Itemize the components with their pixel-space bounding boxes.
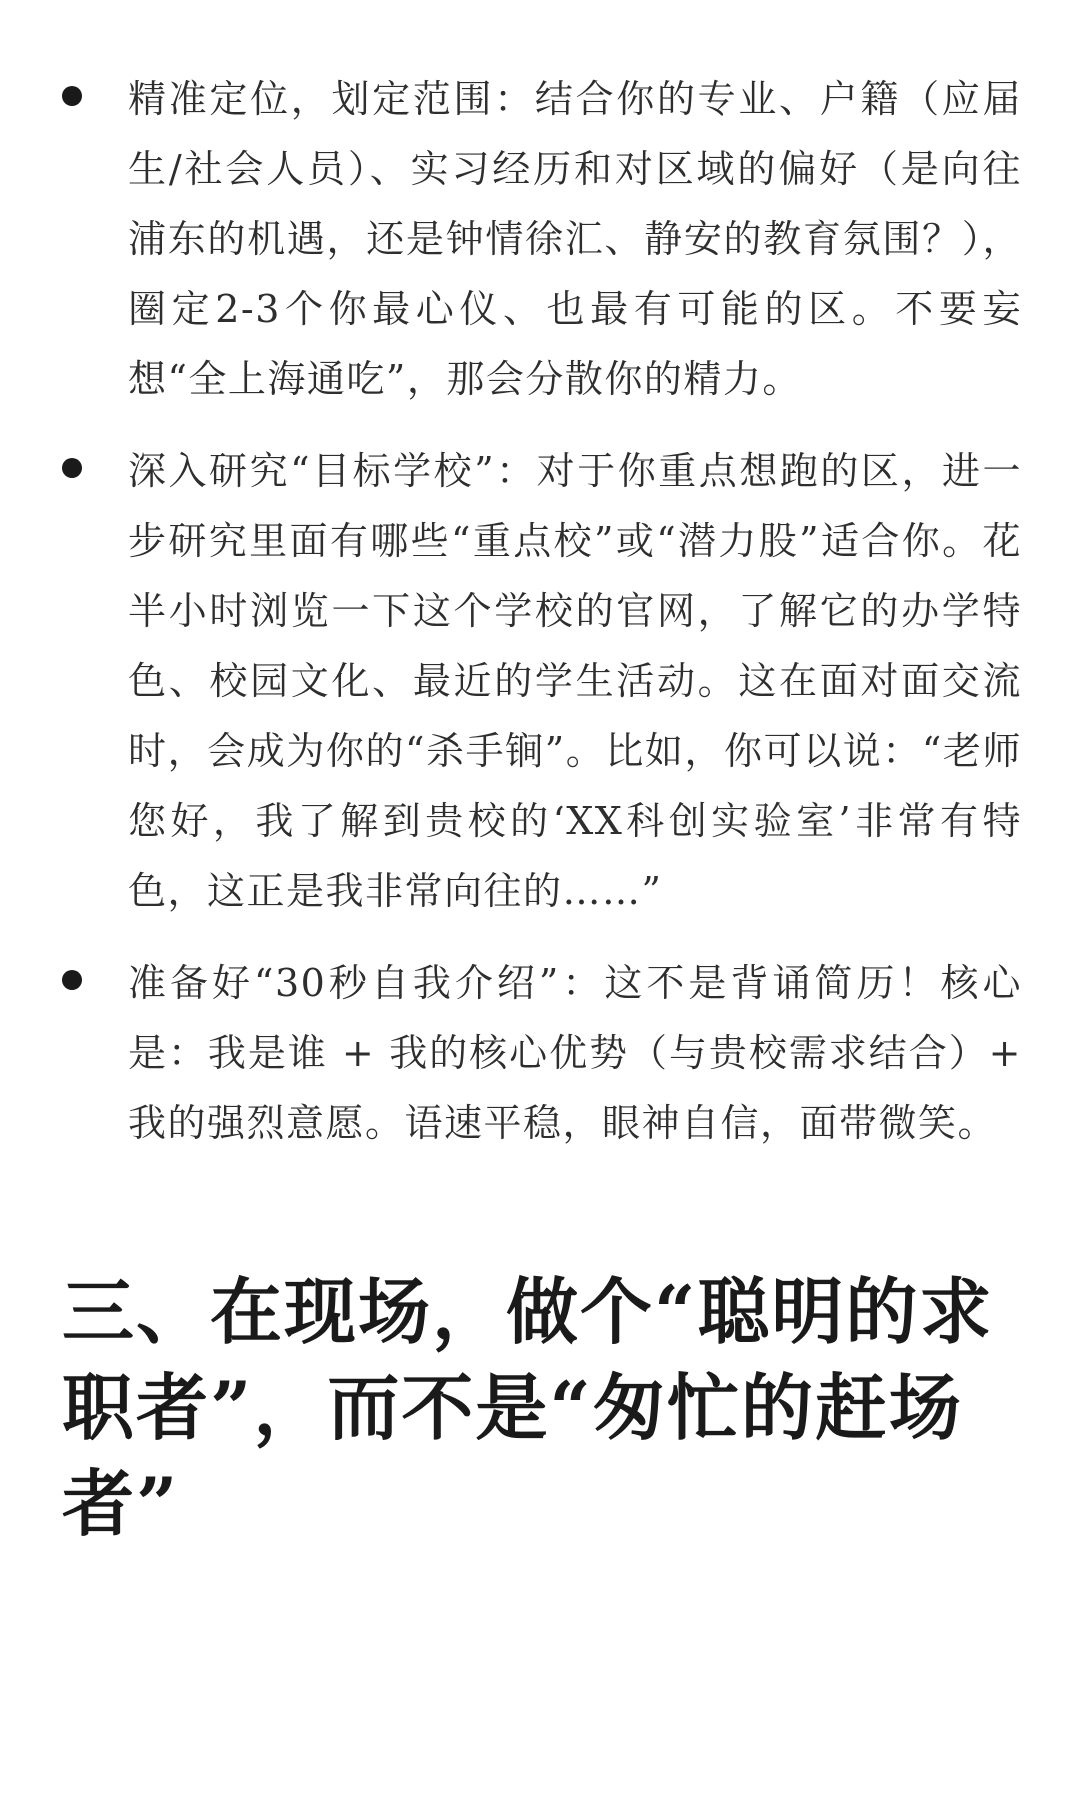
bullet-dot-icon [62, 970, 82, 990]
section-heading: 三、在现场，做个“聪明的求职者”，而不是“匆忙的赶场者” [62, 1269, 994, 1546]
list-item-text: 精准定位，划定范围：结合你的专业、户籍（应届生/社会人员）、实习经历和对区域的偏好（是向往浦东的机遇，还是钟情徐汇、静安的教育氛围？），圈定2-3个你最心仪、也最有可能的区。不要妄想“全上海通吃”，那会分散你的精力。 [128, 77, 1022, 401]
bullet-dot-icon [62, 86, 82, 106]
list-item-text: 准备好“30秒自我介绍”：这不是背诵简历！核心是：我是谁 + 我的核心优势（与贵校需求结合）+ 我的强烈意愿。语速平稳，眼神自信，面带微笑。 [128, 961, 1022, 1145]
article-content [62, 64, 1022, 1552]
list-item [62, 436, 1022, 926]
tips-list [62, 64, 1022, 1158]
list-item [62, 64, 1022, 414]
list-item-text: 深入研究“目标学校”：对于你重点想跑的区，进一步研究里面有哪些“重点校”或“潜力股”适合你。花半小时浏览一下这个学校的官网，了解它的办学特色、校园文化、最近的学生活动。这在面对面交流时，会成为你的“杀手锏”。比如，你可以说：“老师您好，我了解到贵校的‘XX科创实验室’非常有特色，这正是我非常向往的……” [128, 449, 1022, 913]
bullet-dot-icon [62, 458, 82, 478]
list-item [62, 948, 1022, 1158]
